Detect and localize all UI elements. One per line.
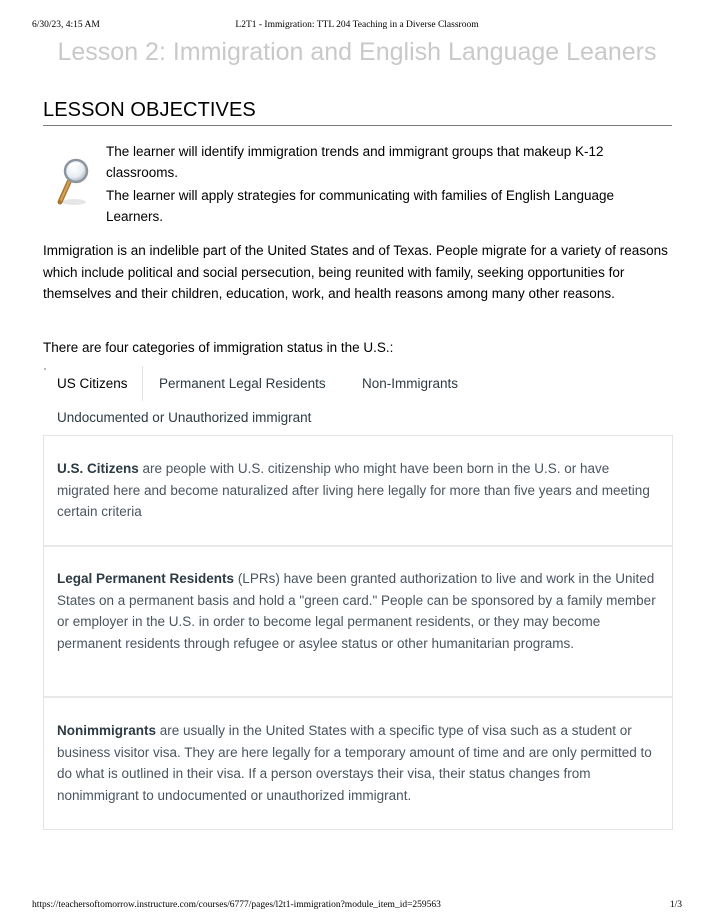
panel-legal-permanent-residents	[57, 568, 665, 654]
categories-intro: There are four categories of immigration status in the U.S.:	[43, 340, 394, 355]
print-footer	[32, 900, 682, 912]
panel-term: U.S. Citizens	[57, 461, 139, 476]
print-url: https://teachersoftomorrow.instructure.com/courses/6777/pages/l2t1-immigration?module_item_id=259563	[32, 900, 441, 910]
tab-us-citizens[interactable]: US Citizens	[57, 376, 128, 391]
magnifying-glass-icon	[55, 156, 91, 208]
objectives-divider	[43, 125, 672, 126]
panel-us-citizens	[57, 458, 665, 523]
print-header	[32, 20, 682, 32]
panel-text: (LPRs) have been granted authorization to live and work in the United States on a permanent basis and hold a "green card." People can be sponsored by a family member or employer in the U.S. in order to become legal permanent residents, or they may become permanent residents through refugee or asylee status or other humanitarian programs.	[57, 571, 656, 651]
panel-divider	[43, 696, 673, 698]
tab-permanent-legal-residents[interactable]: Permanent Legal Residents	[159, 376, 326, 391]
print-document-title: L2T1 - Immigration: TTL 204 Teaching in a Diverse Classroom	[235, 20, 479, 30]
panel-term: Nonimmigrants	[57, 723, 157, 738]
panel-text: are usually in the United States with a specific type of visa such as a student or business visitor visa. They are here legally for a temporary amount of time and are only permitted to do what is outlined in their visa. If a person overstays their visa, their status changes from nonimmigrant to undocumented or unauthorized immigrant.	[57, 723, 652, 803]
panel-text: are people with U.S. citizenship who might have been born in the U.S. or have migrated here and become naturalized after living here legally for more than five years and meeting certain criteria	[57, 461, 650, 519]
page-title: Lesson 2: Immigration and English Language Leaners	[57, 38, 657, 66]
objective-item: The learner will identify immigration trends and immigrant groups that makeup K-12 classrooms.	[106, 144, 604, 180]
tab-divider	[142, 366, 143, 401]
objectives-heading: LESSON OBJECTIVES	[43, 99, 256, 121]
tab-non-immigrants[interactable]: Non-Immigrants	[362, 376, 459, 391]
print-datetime: 6/30/23, 4:15 AM	[32, 20, 100, 30]
objective-item: The learner will apply strategies for communicating with families of English Language Learners.	[106, 188, 615, 224]
panel-divider	[43, 545, 673, 547]
tab-undocumented-immigrant[interactable]: Undocumented or Unauthorized immigrant	[57, 410, 312, 425]
tab-active-marker	[44, 368, 46, 370]
panel-term: Legal Permanent Residents	[57, 571, 235, 586]
panel-nonimmigrants	[57, 720, 665, 806]
intro-paragraph: Immigration is an indelible part of the United States and of Texas. People migrate for a variety of reasons which include political and social persecution, being reunited with family, seeking opportunities for themselves and their children, education, work, and health reasons among many other reasons.	[43, 243, 668, 301]
print-page-number: 1/3	[669, 900, 682, 910]
